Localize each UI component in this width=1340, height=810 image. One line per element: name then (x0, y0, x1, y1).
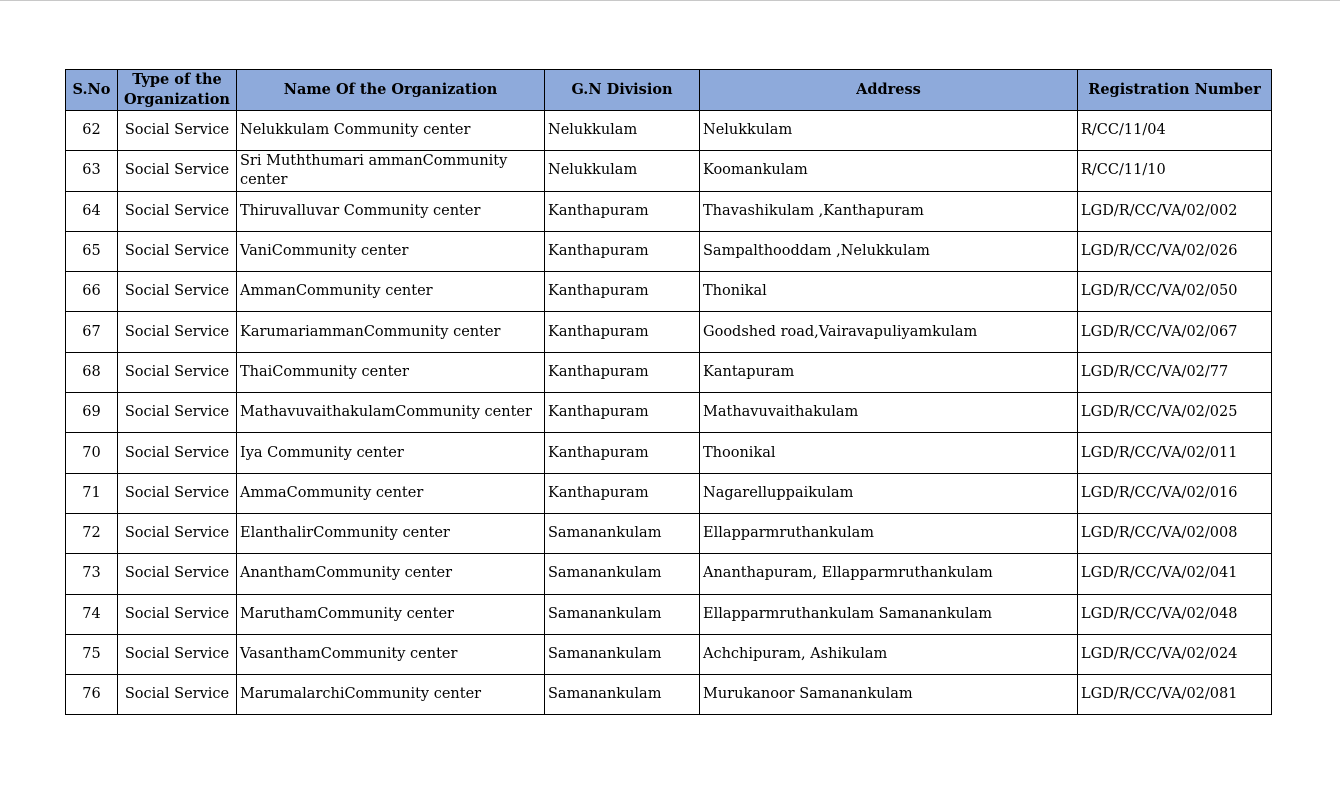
cell-registration-number: LGD/R/CC/VA/02/081 (1078, 675, 1272, 715)
cell-organization-name: AmmaCommunity center (237, 473, 545, 513)
cell-type: Social Service (118, 554, 237, 594)
header-sno: S.No (66, 70, 118, 111)
cell-registration-number: LGD/R/CC/VA/02/026 (1078, 231, 1272, 271)
table-row (66, 272, 1272, 312)
header-address: Address (700, 70, 1078, 111)
cell-gn-division: Kanthapuram (545, 352, 700, 392)
header-type: Type of the Organization (118, 70, 237, 111)
header-name: Name Of the Organization (237, 70, 545, 111)
header-registration: Registration Number (1078, 70, 1272, 111)
cell-type: Social Service (118, 272, 237, 312)
cell-sno: 72 (66, 513, 118, 553)
cell-registration-number: R/CC/11/10 (1078, 151, 1272, 191)
table-row (66, 352, 1272, 392)
cell-sno: 65 (66, 231, 118, 271)
cell-type: Social Service (118, 231, 237, 271)
cell-address: Nagarelluppaikulam (700, 473, 1078, 513)
cell-gn-division: Nelukkulam (545, 111, 700, 151)
cell-organization-name: ElanthalirCommunity center (237, 513, 545, 553)
cell-sno: 74 (66, 594, 118, 634)
cell-organization-name: Thiruvalluvar Community center (237, 191, 545, 231)
cell-registration-number: LGD/R/CC/VA/02/048 (1078, 594, 1272, 634)
table-body (66, 111, 1272, 715)
cell-registration-number: LGD/R/CC/VA/02/024 (1078, 634, 1272, 674)
cell-registration-number: LGD/R/CC/VA/02/025 (1078, 393, 1272, 433)
cell-sno: 76 (66, 675, 118, 715)
cell-registration-number: LGD/R/CC/VA/02/041 (1078, 554, 1272, 594)
table-row (66, 513, 1272, 553)
cell-sno: 75 (66, 634, 118, 674)
table-row (66, 312, 1272, 352)
cell-type: Social Service (118, 594, 237, 634)
header-row (66, 70, 1272, 111)
cell-type: Social Service (118, 352, 237, 392)
cell-sno: 71 (66, 473, 118, 513)
cell-sno: 66 (66, 272, 118, 312)
cell-organization-name: KarumariammanCommunity center (237, 312, 545, 352)
table-row (66, 111, 1272, 151)
cell-registration-number: LGD/R/CC/VA/02/002 (1078, 191, 1272, 231)
cell-registration-number: LGD/R/CC/VA/02/011 (1078, 433, 1272, 473)
cell-organization-name: AnanthamCommunity center (237, 554, 545, 594)
cell-registration-number: LGD/R/CC/VA/02/008 (1078, 513, 1272, 553)
cell-gn-division: Kanthapuram (545, 231, 700, 271)
cell-gn-division: Samanankulam (545, 594, 700, 634)
table-row (66, 231, 1272, 271)
table-row (66, 433, 1272, 473)
header-division: G.N Division (545, 70, 700, 111)
cell-organization-name: MaruthamCommunity center (237, 594, 545, 634)
cell-type: Social Service (118, 473, 237, 513)
cell-gn-division: Kanthapuram (545, 393, 700, 433)
cell-sno: 70 (66, 433, 118, 473)
cell-organization-name: Iya Community center (237, 433, 545, 473)
table-row (66, 554, 1272, 594)
cell-sno: 69 (66, 393, 118, 433)
cell-gn-division: Kanthapuram (545, 312, 700, 352)
cell-type: Social Service (118, 191, 237, 231)
cell-type: Social Service (118, 151, 237, 191)
cell-sno: 68 (66, 352, 118, 392)
cell-organization-name: Nelukkulam Community center (237, 111, 545, 151)
cell-gn-division: Samanankulam (545, 634, 700, 674)
table-row (66, 675, 1272, 715)
cell-sno: 67 (66, 312, 118, 352)
cell-gn-division: Samanankulam (545, 554, 700, 594)
cell-sno: 73 (66, 554, 118, 594)
table-row (66, 393, 1272, 433)
table-row (66, 473, 1272, 513)
cell-address: Achchipuram, Ashikulam (700, 634, 1078, 674)
cell-address: Goodshed road,Vairavapuliyamkulam (700, 312, 1078, 352)
cell-sno: 64 (66, 191, 118, 231)
cell-type: Social Service (118, 675, 237, 715)
cell-type: Social Service (118, 111, 237, 151)
cell-address: Nelukkulam (700, 111, 1078, 151)
table-row (66, 151, 1272, 191)
table-row (66, 191, 1272, 231)
cell-type: Social Service (118, 312, 237, 352)
cell-gn-division: Samanankulam (545, 513, 700, 553)
table-row (66, 594, 1272, 634)
cell-gn-division: Nelukkulam (545, 151, 700, 191)
cell-address: Murukanoor Samanankulam (700, 675, 1078, 715)
cell-organization-name: ThaiCommunity center (237, 352, 545, 392)
cell-address: Ananthapuram, Ellapparmruthankulam (700, 554, 1078, 594)
cell-address: Thavashikulam ,Kanthapuram (700, 191, 1078, 231)
cell-registration-number: R/CC/11/04 (1078, 111, 1272, 151)
cell-registration-number: LGD/R/CC/VA/02/77 (1078, 352, 1272, 392)
cell-sno: 62 (66, 111, 118, 151)
table-row (66, 634, 1272, 674)
cell-type: Social Service (118, 433, 237, 473)
cell-type: Social Service (118, 393, 237, 433)
cell-organization-name: VaniCommunity center (237, 231, 545, 271)
cell-type: Social Service (118, 634, 237, 674)
organization-table (65, 69, 1272, 715)
cell-address: Koomankulam (700, 151, 1078, 191)
cell-address: Mathavuvaithakulam (700, 393, 1078, 433)
cell-organization-name: Sri Muththumari ammanCommunity center (237, 151, 545, 191)
cell-organization-name: VasanthamCommunity center (237, 634, 545, 674)
cell-address: Kantapuram (700, 352, 1078, 392)
cell-registration-number: LGD/R/CC/VA/02/016 (1078, 473, 1272, 513)
cell-gn-division: Kanthapuram (545, 272, 700, 312)
cell-address: Thonikal (700, 272, 1078, 312)
cell-organization-name: MarumalarchiCommunity center (237, 675, 545, 715)
top-border-line (0, 0, 1340, 1)
cell-gn-division: Kanthapuram (545, 473, 700, 513)
cell-address: Thoonikal (700, 433, 1078, 473)
cell-gn-division: Kanthapuram (545, 191, 700, 231)
cell-organization-name: MathavuvaithakulamCommunity center (237, 393, 545, 433)
cell-registration-number: LGD/R/CC/VA/02/050 (1078, 272, 1272, 312)
cell-organization-name: AmmanCommunity center (237, 272, 545, 312)
cell-address: Sampalthooddam ,Nelukkulam (700, 231, 1078, 271)
cell-address: Ellapparmruthankulam (700, 513, 1078, 553)
cell-registration-number: LGD/R/CC/VA/02/067 (1078, 312, 1272, 352)
cell-gn-division: Samanankulam (545, 675, 700, 715)
cell-gn-division: Kanthapuram (545, 433, 700, 473)
cell-type: Social Service (118, 513, 237, 553)
cell-sno: 63 (66, 151, 118, 191)
cell-address: Ellapparmruthankulam Samanankulam (700, 594, 1078, 634)
